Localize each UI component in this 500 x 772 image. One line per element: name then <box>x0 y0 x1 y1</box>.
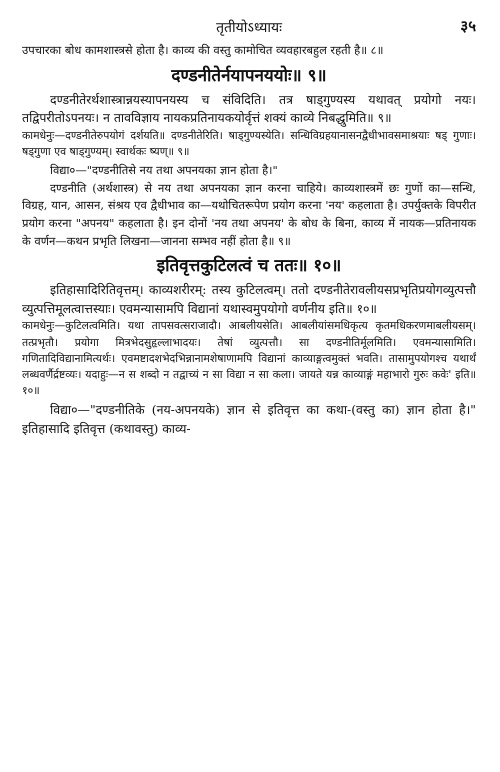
kamadhenu-commentary: कामधेनुः—कुटिलत्वमिति। यथा तापसवत्सराजादौ। आबलीयसेति। आबलीयांसमधिकृत्य कृतमधिकरणमाबलीयसम्। तत्प्रभृतौ। प्रयोगा मित्रभेदसुहृल्लाभादयः। तेषां व्युत्पत्तौ। सा दण्डनीतिर्मूलमिति। एवमन्यासामिति। गणितादिविद्यानामित्यर्थः। एवमष्टादशभेदभिन्नानामशेषाणामपि विद्यानां काव्याङ्गत्वमुक्तं भवति। तासामुपयोगश्च यथार्थं लब्धवर्णैर्द्रष्टव्यः। यदाहुः—न स शब्दो न तद्वाच्यं न सा विद्या न सा कला। जायते यन्न काव्याङ्गं महाभारो गुरुः कवेः' इति॥ १०॥ <box>22 319 476 398</box>
vidya-translation: विद्या०—"दण्डनीतिके (नय-अपनयके) ज्ञान से इतिवृत्त का कथा-(वस्तु का) ज्ञान होता है।" इतिहासादि इतिवृत्त (कथावस्तु) काव्य- <box>22 402 476 436</box>
page-number: ३५ <box>460 17 476 35</box>
section-heading: दण्डनीतेर्नयापनययोः॥ ९॥ <box>171 65 327 86</box>
sutra-vritti: दण्डनीतेरर्थशास्त्रान्नयस्यापनयस्य च संविदिति। तत्र षाड्गुण्यस्य यथावत् प्रयोगो नयः। तद्विपरीतोऽपनयः। न तावविज्ञाय नायकप्रतिनायकयोर्वृत्तं शक्यं काव्ये निबद्धुमिति॥ ९॥ <box>22 91 476 126</box>
sutra-vritti: इतिहासादिरितिवृत्तम्। काव्यशरीरम्: तस्य कुटिलत्वम्। ततो दण्डनीतेरावलीयसप्रभृतिप्रयोगव्युत्पत्तौ व्युत्पत्तिमूलत्वात्तस्याः। एवमन्यासामपि विद्यानां यथास्वमुपयोगो वर्णनीय इति॥ १०॥ <box>22 282 476 316</box>
section-heading: इतिवृत्तकुटिलत्वं च ततः॥ १०॥ <box>156 256 342 277</box>
vidya-translation: विद्या०—"दण्डनीतिसे नय तथा अपनयका ज्ञान होता है।" <box>50 163 278 178</box>
kamadhenu-commentary: कामधेनुः—दण्डनीतेरुपयोगं दर्शयति॥ दण्डनीतेरिति। षाड्गुण्यस्येति। सन्धिविग्रहयानासनद्वैधीभावसमाश्रयाः षड् गुणाः। षड्गुणा एव षाड्गुण्यम्। स्वार्थकः ष्यण्॥ ९॥ <box>22 128 476 158</box>
running-head: तृतीयोऽध्यायः <box>216 20 282 36</box>
page-body <box>22 42 476 439</box>
hindi-paragraph: उपचारका बोध कामशास्त्रसे होता है। काव्य की वस्तु कामोचित व्यवहारबहुल रहती है॥ ८॥ <box>22 43 384 57</box>
page-header <box>22 16 476 42</box>
hindi-explanation: दण्डनीति (अर्थशास्त्र) से नय तथा अपनयका ज्ञान करना चाहिये। काव्यशास्त्रमें छः गुणों का—सन्धि, विग्रह, यान, आसन, संश्रय एव द्वैधीभाव का—यथोचितरूपेण प्रयोग करना 'नय' कहलाता है। उपर्युक्तके विपरीत प्रयोग करना "अपनय" कहलाता है। इन दोनों 'नय तथा अपनय' के बोध के बिना, काव्य में नायक—प्रतिनायक के वर्णन—कथन प्रभृति लिखना—जानना सम्भव नहीं होता है॥ ९॥ <box>22 180 476 248</box>
